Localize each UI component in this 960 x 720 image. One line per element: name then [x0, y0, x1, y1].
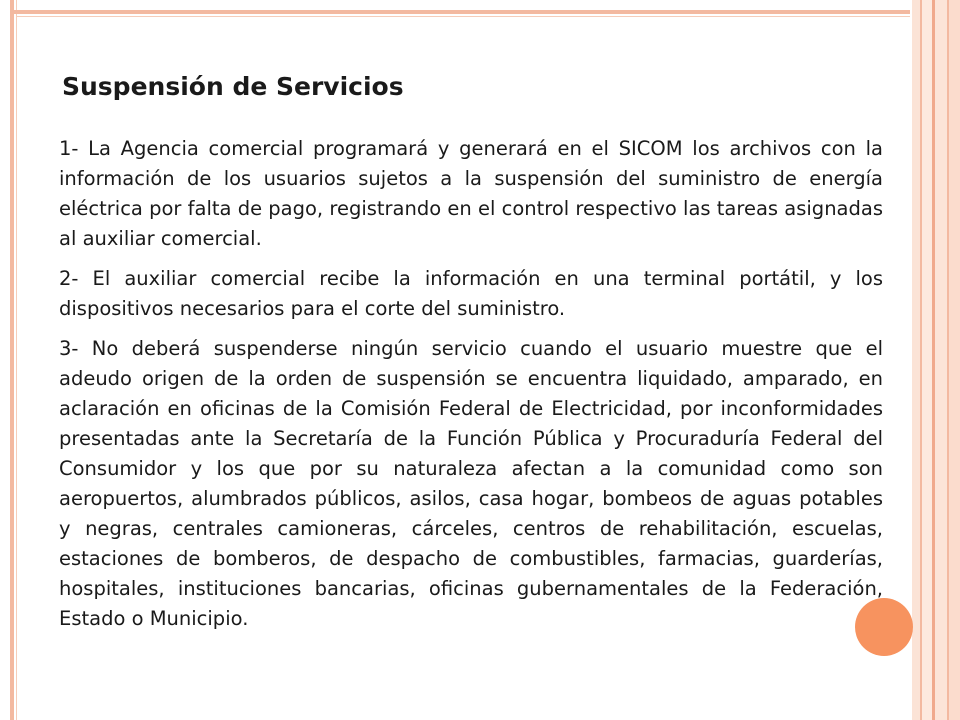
- paragraph-3: 3- No deberá suspenderse ningún servicio cuando el usuario muestre que el adeudo origen de la orden de suspensión se encuentra liquidado, amparado, en aclaración en oficinas de la Comisión Federal de Electricidad, por inconformidades presentadas ante la Secretaría de la Función Pública y Procuraduría Federal del Consumidor y los que por su naturaleza afectan a la comunidad como son aeropuertos, alumbrados públicos, asilos, casa hogar, bombeos de aguas potables y negras, centrales camioneras, cárceles, centros de rehabilitación, escuelas, estaciones de bomberos, de despacho de combustibles, farmacias, guarderías, hospitales, instituciones bancarias, oficinas gubernamentales de la Federación, Estado o Municipio.: [59, 337, 883, 630]
- paragraph-1: 1- La Agencia comercial programará y generará en el SICOM los archivos con la información de los usuarios sujetos a la suspensión del suministro de energía eléctrica por falta de pago, registrando en el control respectivo las tareas asignadas al auxiliar comercial.: [59, 137, 883, 250]
- frame-top-line: [10, 10, 910, 14]
- right-stripe: [935, 0, 947, 720]
- frame-left-inner-line: [16, 0, 17, 720]
- frame-left-line: [10, 0, 14, 720]
- paragraph-2: 2- El auxiliar comercial recibe la información en una terminal portátil, y los dispositivos necesarios para el corte del suministro.: [59, 267, 883, 320]
- right-stripe: [922, 0, 932, 720]
- frame-top-inner-line: [16, 16, 910, 17]
- slide-body: [59, 134, 883, 644]
- right-stripe: [912, 0, 920, 720]
- right-stripe: [949, 0, 960, 720]
- slide-title: Suspensión de Servicios: [62, 72, 404, 101]
